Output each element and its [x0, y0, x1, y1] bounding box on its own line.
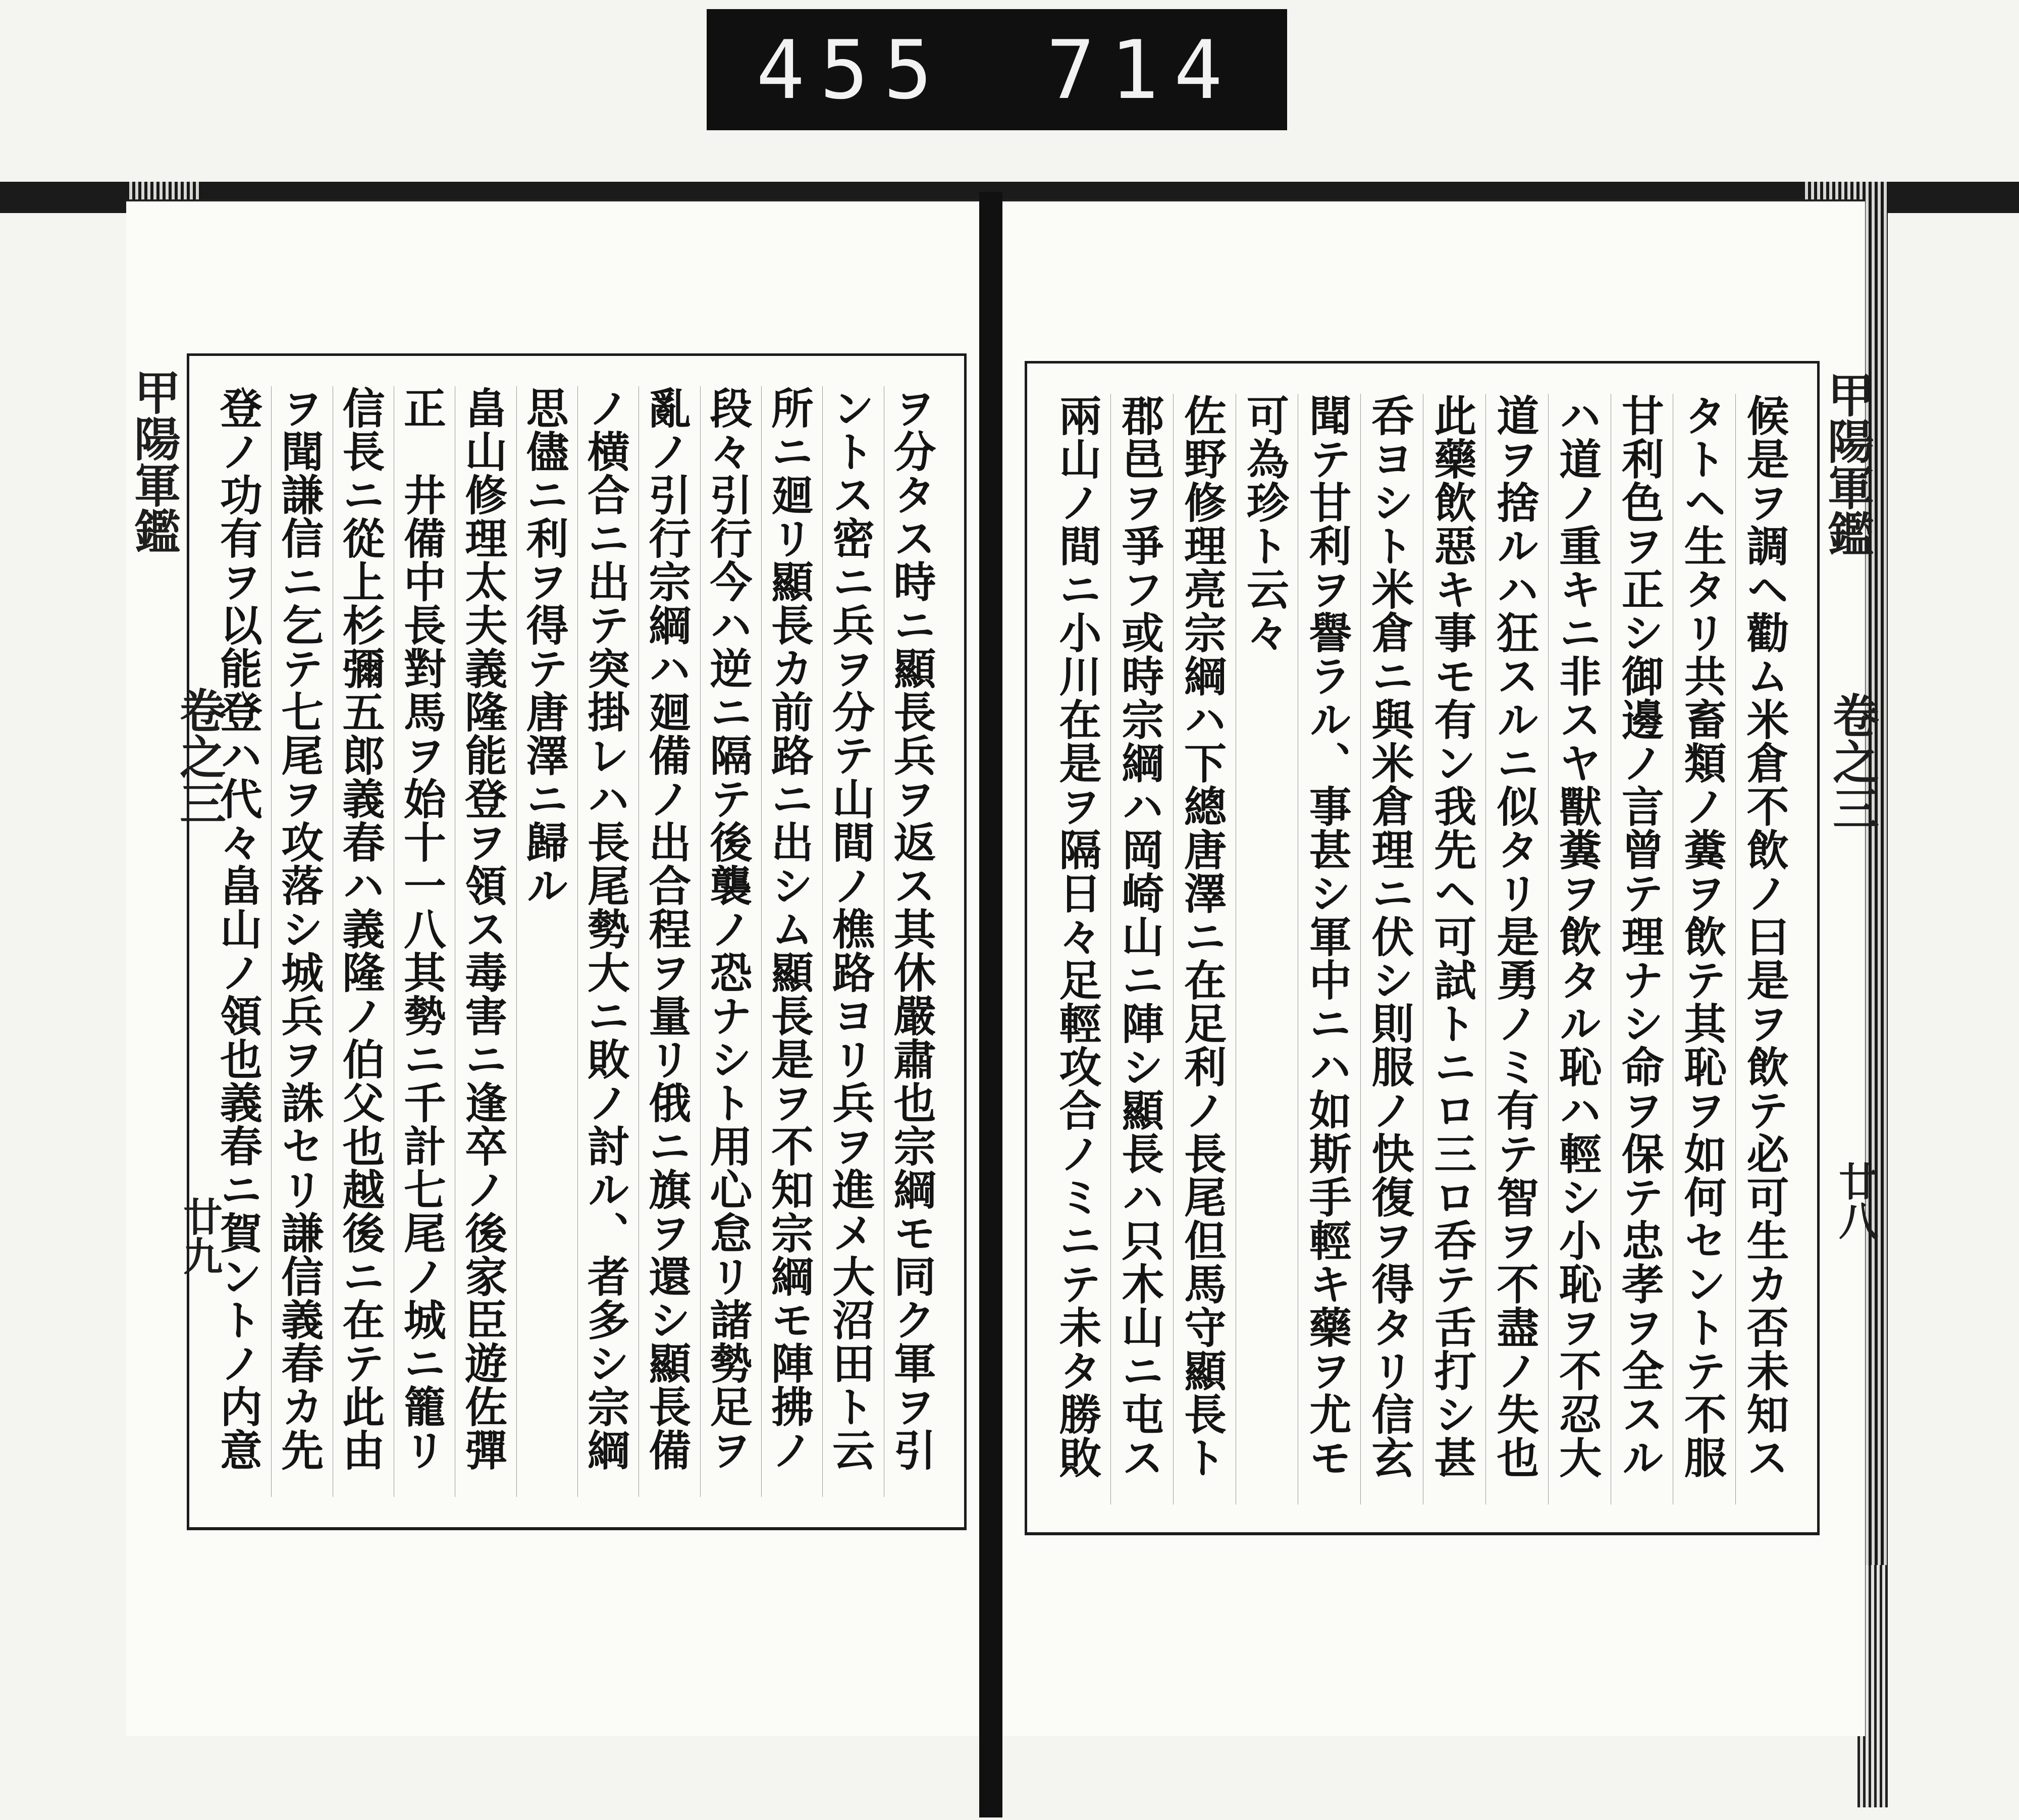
left-running-title: 甲陽軍鑑 [127, 369, 181, 554]
text-column: 甘利色ヲ正シ御邊ノ言曾テ理ナシ命ヲ保テ忠孝ヲ全スル [1611, 394, 1672, 1504]
text-column: 畠山修理太夫義隆能登ヲ領ス毒害ニ逢卒ノ後家臣遊佐彈 [455, 386, 515, 1497]
text-column: 亂ノ引行宗綱ハ廻備ノ出合程ヲ量リ俄ニ旗ヲ還シ顯長備 [639, 386, 699, 1497]
text-column: 郡邑ヲ爭フ或時宗綱ハ岡崎山ニ陣シ顯長ハ只木山ニ屯ス [1110, 394, 1172, 1504]
text-column: ヲ分タス時ニ顯長兵ヲ返ス其休嚴肅也宗綱モ同ク軍ヲ引 [884, 386, 944, 1497]
call-number-right: 714 [1046, 22, 1238, 117]
right-folio-number: 廿八 [1832, 1161, 1878, 1240]
left-folio-number: 廿九 [177, 1197, 223, 1275]
text-column: 信長ニ從上杉彌五郎義春ハ義隆ノ伯父也越後ニ在テ此由 [333, 386, 393, 1497]
right-running-title: 甲陽軍鑑 [1820, 371, 1875, 557]
text-column: ノ横合ニ出テ突掛レハ長尾勢大ニ敗ノ討ル、者多シ宗綱 [577, 386, 637, 1497]
text-column: 登ノ功有ヲ以能登ハ代々畠山ノ領也義春ニ賀ントノ内意 [213, 386, 263, 1472]
text-column: 段々引行今ハ逆ニ隔テ後襲ノ恐ナシト用心怠リ諸勢足ヲ [700, 386, 760, 1497]
left-page-text-frame [187, 353, 967, 1530]
call-number-left: 455 [756, 22, 947, 117]
right-frame-bottom-rule [1025, 1532, 1820, 1535]
text-column: ヲ聞謙信ニ乞テ七尾ヲ攻落シ城兵ヲ誅セリ謙信義春カ先 [271, 386, 331, 1497]
text-column: 思儘ニ利ヲ得テ唐澤ニ歸ル [516, 386, 576, 1497]
call-number-label [707, 9, 1287, 130]
left-juan-label: 卷之三 [172, 687, 227, 826]
text-column: 所ニ廻リ顯長カ前路ニ出シム顯長是ヲ不知宗綱モ陣拂ノ [761, 386, 821, 1497]
left-frame-bottom-rule [187, 1527, 967, 1530]
text-column: ハ道ノ重キニ非スヤ獸糞ヲ飲タル恥ハ輕シ小恥ヲ不忍大 [1548, 394, 1610, 1504]
text-column: 候是ヲ調ヘ勸ム米倉不飲ノ曰是ヲ飲テ必可生カ否未知ス [1735, 394, 1797, 1504]
text-column: 呑ヨシト米倉ニ與米倉理ニ伏シ則服ノ快復ヲ得タリ信玄 [1360, 394, 1422, 1504]
text-column: ントス密ニ兵ヲ分テ山間ノ樵路ヨリ兵ヲ進メ大沼田ト云 [822, 386, 882, 1497]
text-column: 聞テ甘利ヲ譽ラル、事甚シ軍中ニハ如斯手輕キ藥ヲ尤モ [1298, 394, 1359, 1504]
text-column: 此藥飲惡キ事モ有ン我先ヘ可試トニロ三ロ呑テ舌打シ甚 [1423, 394, 1484, 1504]
text-column: 道ヲ捨ルハ狂スルニ似タリ是勇ノミ有テ智ヲ不盡ノ失也 [1485, 394, 1547, 1504]
book-gutter [979, 192, 1002, 1817]
text-column: 可為珍ト云々 [1236, 394, 1297, 1504]
text-column: タトヘ生タリ共畜類ノ糞ヲ飲テ其恥ヲ如何セントテ不服 [1673, 394, 1734, 1504]
right-juan-label: 卷之三 [1825, 692, 1880, 831]
text-column: 正 井備中長對馬ヲ始十一八其勢ニ千計七尾ノ城ニ籠リ [394, 386, 454, 1497]
text-column: 兩山ノ間ニ小川在是ヲ隔日々足輕攻合ノミニテ未タ勝敗 [1052, 394, 1102, 1479]
text-column: 佐野修理亮宗綱ハ下總唐澤ニ在足利ノ長尾但馬守顯長ト [1173, 394, 1235, 1504]
right-page-text-frame [1025, 361, 1820, 1535]
